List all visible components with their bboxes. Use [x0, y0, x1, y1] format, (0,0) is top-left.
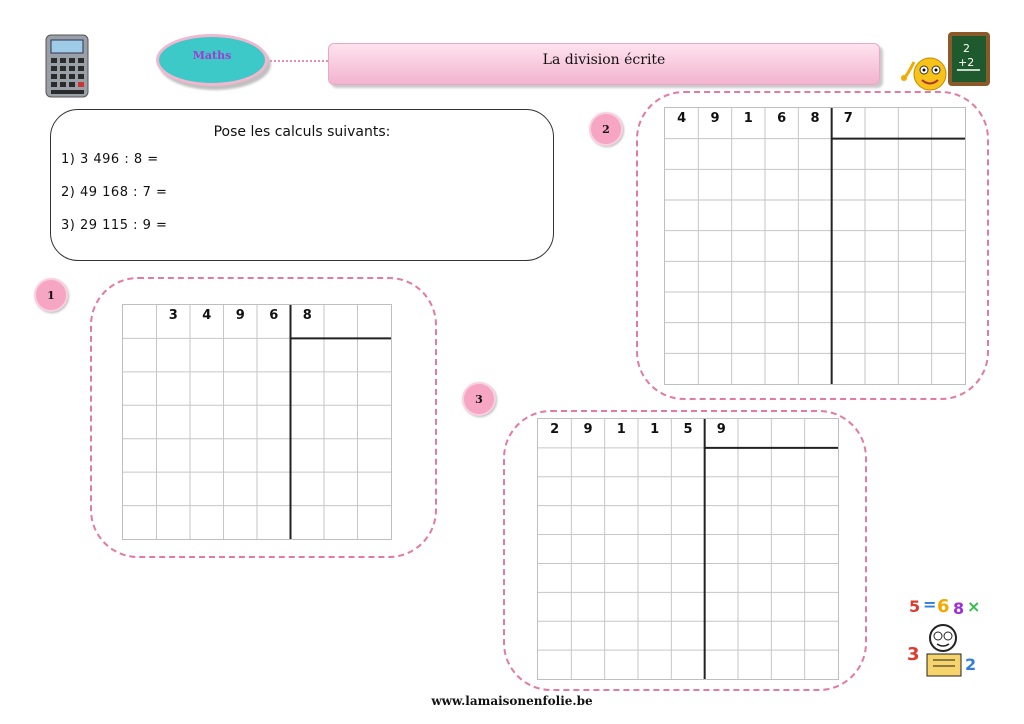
instructions-title: Pose les calculs suivants: [213, 124, 391, 140]
exercise-badge-2: 2 [589, 112, 623, 146]
division-grid-3[interactable] [537, 418, 839, 680]
grid-lines [665, 108, 965, 384]
divisor-digit: 9 [716, 422, 726, 437]
smiley-chalkboard-icon [900, 30, 992, 94]
svg-text:2: 2 [965, 655, 977, 674]
title-banner [328, 43, 880, 85]
dividend-digit: 1 [650, 422, 660, 437]
grid-lines [538, 419, 838, 679]
calculator-icon [45, 34, 89, 98]
division-grid-1[interactable] [122, 304, 392, 540]
svg-text:3: 3 [907, 644, 920, 665]
dividend-digit: 1 [743, 111, 753, 126]
dividend-digit: 4 [677, 111, 687, 126]
dividend-digit: 5 [683, 422, 693, 437]
math-kid-icon [905, 590, 985, 686]
dividend-digit: 1 [616, 422, 626, 437]
dotted-connector [270, 60, 328, 62]
dividend-digit: 2 [550, 422, 560, 437]
dividend-digit: 3 [168, 308, 178, 323]
svg-text:5: 5 [909, 597, 921, 616]
dividend-digit: 9 [583, 422, 593, 437]
division-grid-2[interactable] [664, 107, 966, 385]
footer-url[interactable]: www.lamaisonenfolie.be [431, 694, 593, 708]
grid-lines [123, 305, 391, 539]
divisor-digit: 8 [302, 308, 312, 323]
subject-badge [156, 34, 268, 86]
dividend-digit: 8 [810, 111, 820, 126]
calc-line-3: 3) 29 115 : 9 = [61, 218, 168, 233]
dividend-digit: 9 [710, 111, 720, 126]
dividend-digit: 9 [235, 308, 245, 323]
page-title: La division écrite [542, 52, 666, 68]
exercise-badge-3: 3 [462, 382, 496, 416]
calc-line-2: 2) 49 168 : 7 = [61, 185, 168, 200]
dividend-digit: 4 [202, 308, 212, 323]
svg-text:×: × [967, 597, 981, 616]
divisor-digit: 7 [843, 111, 853, 126]
dividend-digit: 6 [777, 111, 787, 126]
calc-line-1: 1) 3 496 : 8 = [61, 152, 159, 167]
exercise-badge-1: 1 [34, 278, 68, 312]
instructions-box [50, 109, 554, 261]
subject-label: Maths [192, 48, 232, 62]
svg-text:2: 2 [963, 42, 970, 55]
svg-text:=: = [923, 595, 937, 614]
svg-text:6: 6 [937, 596, 950, 617]
dividend-digit: 6 [269, 308, 279, 323]
svg-text:8: 8 [953, 599, 965, 618]
svg-text:+2: +2 [958, 56, 975, 69]
